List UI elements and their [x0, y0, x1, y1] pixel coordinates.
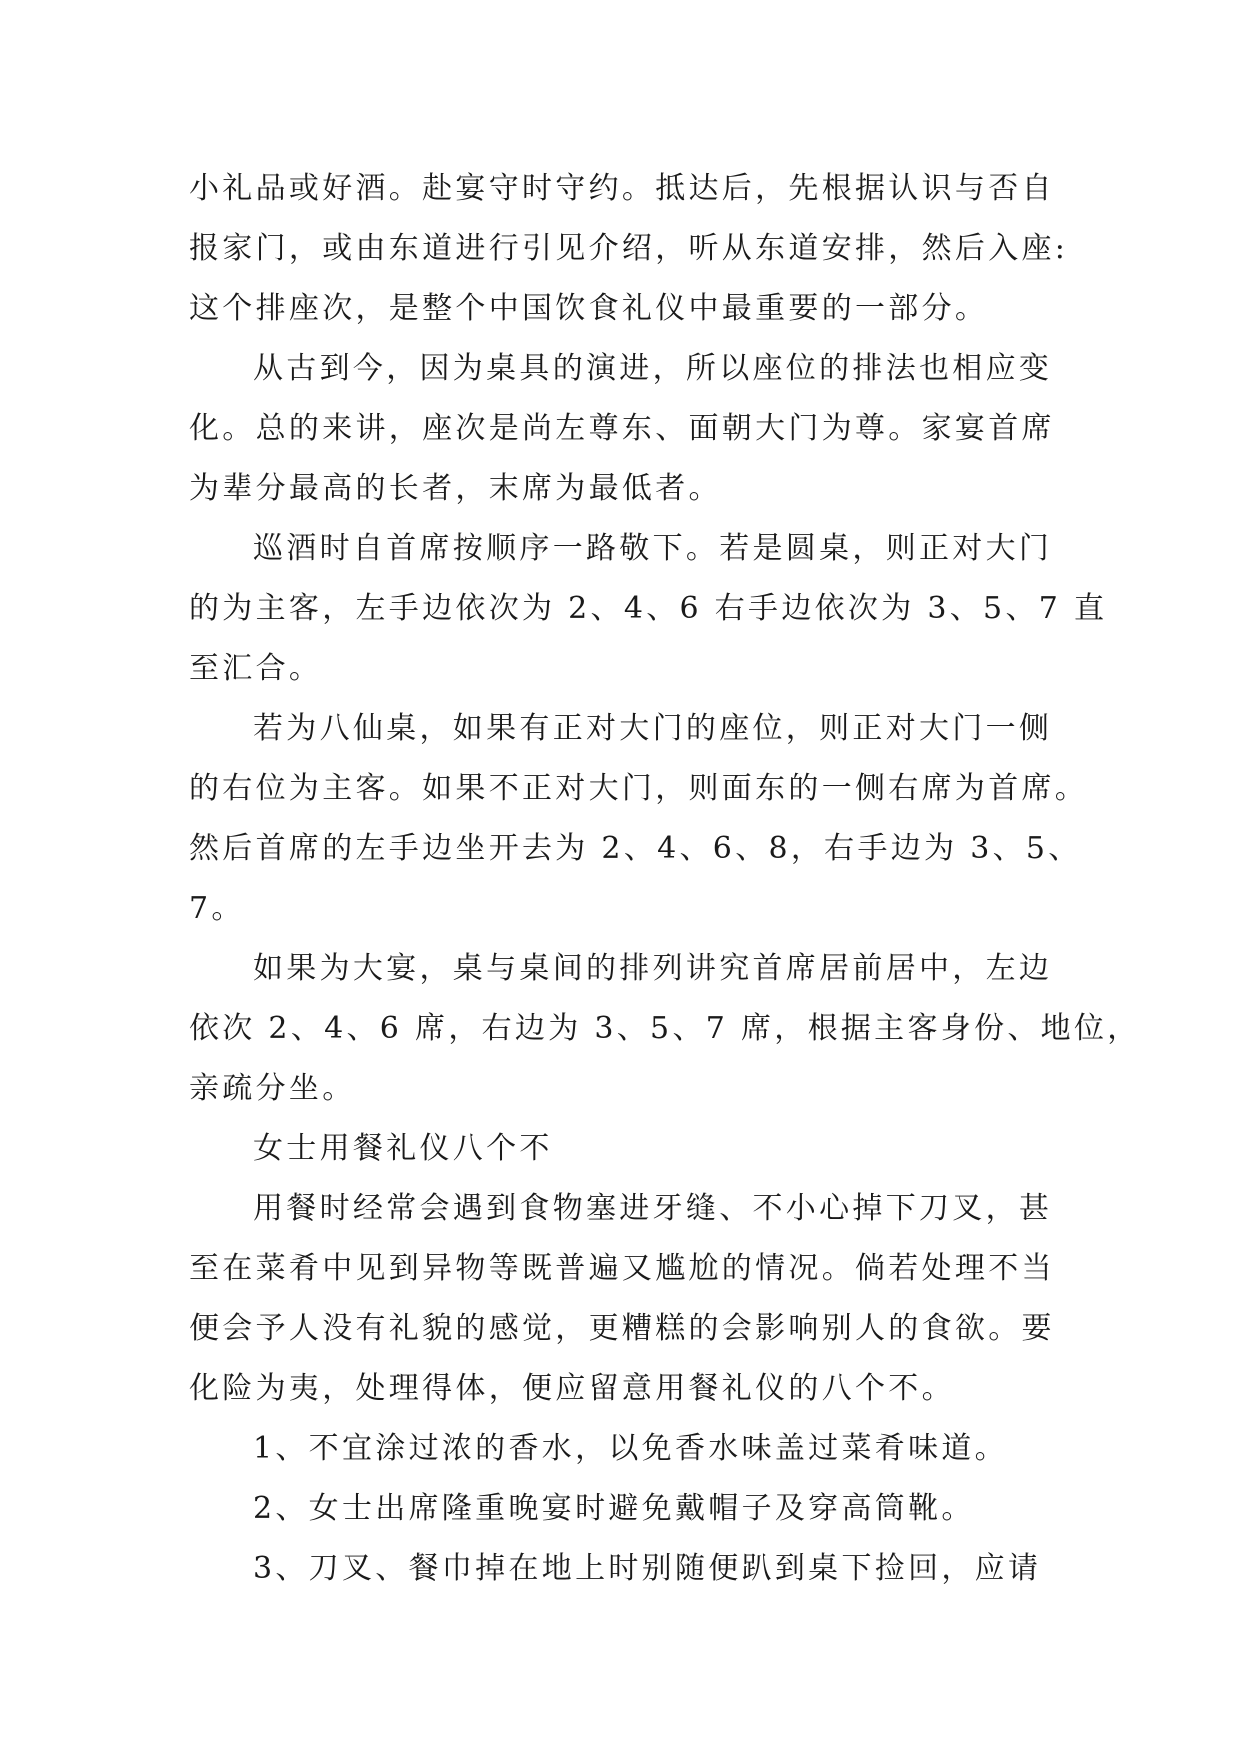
text-line: 便会予人没有礼貌的感觉，更糟糕的会影响别人的食欲。要 [189, 1311, 1055, 1346]
text-line: 化险为夷，处理得体，便应留意用餐礼仪的八个不。 [189, 1371, 955, 1406]
text-line: 从古到今，因为桌具的演进，所以座位的排法也相应变 [253, 351, 1053, 386]
paragraph [189, 159, 1069, 339]
text-line: 7。 [189, 891, 245, 926]
paragraph [189, 519, 1108, 699]
text-line: 报家门，或由东道进行引见介绍，听从东道安排，然后入座: [189, 231, 1069, 266]
document-page [189, 159, 1141, 1599]
text-line: 为辈分最高的长者，末席为最低者。 [189, 471, 722, 506]
text-line: 至汇合。 [189, 651, 323, 686]
text-line: 然后首席的左手边坐开去为 2、4、6、8，右手边为 3、5、 [189, 831, 1082, 866]
text-line: 依次 2、4、6 席，右边为 3、5、7 席，根据主客身份、地位， [189, 1011, 1141, 1046]
text-line: 化。总的来讲，座次是尚左尊东、面朝大门为尊。家宴首席 [189, 411, 1055, 446]
text-line: 巡酒时自首席按顺序一路敬下。若是圆桌，则正对大门 [253, 531, 1053, 566]
list-item [189, 1539, 1049, 1599]
text-line: 至在菜肴中见到异物等既普遍又尴尬的情况。倘若处理不当 [189, 1251, 1055, 1286]
text-line: 3、刀叉、餐巾掉在地上时别随便趴到桌下捡回，应请 [253, 1551, 1042, 1586]
section-heading [189, 1119, 1049, 1179]
text-line: 亲疏分坐。 [189, 1071, 356, 1106]
text-line: 用餐时经常会遇到食物塞进牙缝、不小心掉下刀叉，甚 [253, 1191, 1053, 1226]
text-line: 2、女士出席隆重晚宴时避免戴帽子及穿高筒靴。 [253, 1491, 975, 1526]
text-line: 这个排座次，是整个中国饮食礼仪中最重要的一部分。 [189, 291, 989, 326]
text-line: 如果为大宴，桌与桌间的排列讲究首席居前居中，左边 [253, 951, 1053, 986]
text-line: 小礼品或好酒。赴宴守时守约。抵达后，先根据认识与否自 [189, 171, 1055, 206]
text-line: 若为八仙桌，如果有正对大门的座位，则正对大门一侧 [253, 711, 1053, 746]
text-line: 的右位为主客。如果不正对大门，则面东的一侧右席为首席。 [189, 771, 1089, 806]
paragraph [189, 699, 1089, 939]
paragraph [189, 339, 1055, 519]
list-item [189, 1479, 1049, 1539]
text-line: 女士用餐礼仪八个不 [253, 1131, 553, 1166]
text-line: 1、不宜涂过浓的香水，以免香水味盖过菜肴味道。 [253, 1431, 1008, 1466]
list-item [189, 1419, 1049, 1479]
text-line: 的为主客，左手边依次为 2、4、6 右手边依次为 3、5、7 直 [189, 591, 1108, 626]
paragraph [189, 1179, 1055, 1419]
paragraph [189, 939, 1141, 1119]
